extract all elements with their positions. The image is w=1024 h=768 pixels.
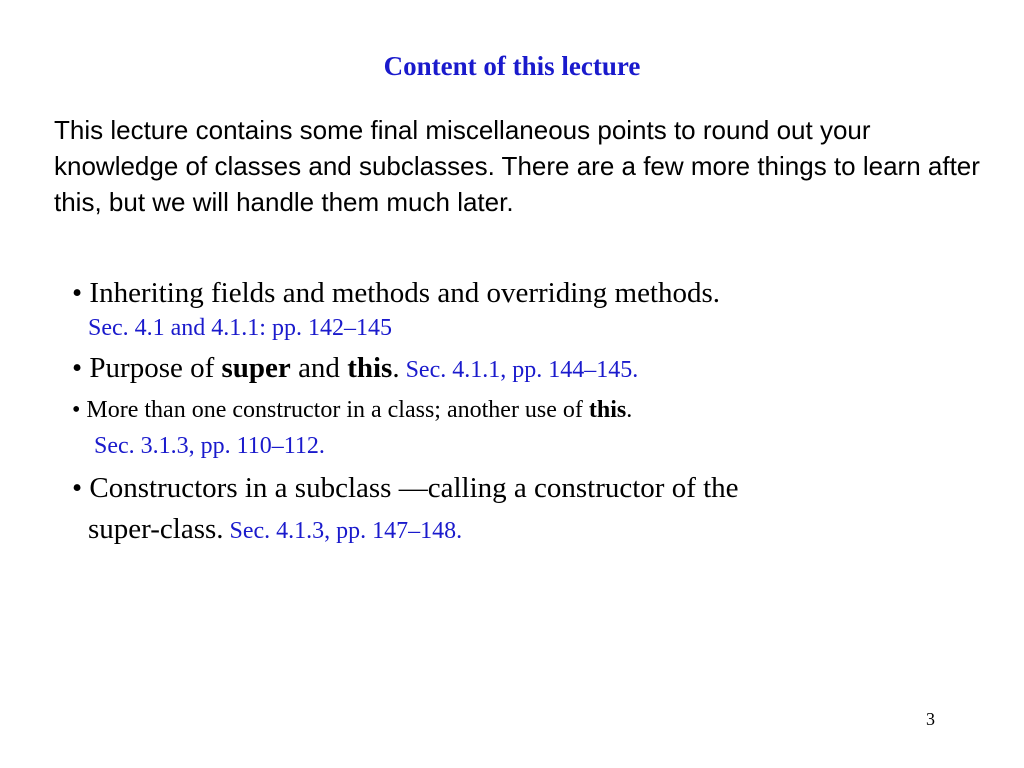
bullet-item-super-this: [72, 346, 972, 392]
topic-list: [72, 274, 972, 552]
bullet-text: Purpose of: [82, 352, 222, 384]
keyword-this: this: [347, 352, 393, 384]
page-number: 3: [926, 709, 935, 729]
bullet-text: More than one constructor in a class; another use of: [80, 397, 589, 423]
bullet-text: Constructors in a subclass —calling a constructor of the: [82, 472, 739, 504]
bullet-text: super-class.: [88, 513, 224, 545]
bullet-item-inheritance: [72, 274, 972, 312]
bullet-marker: •: [72, 352, 83, 384]
section-reference: Sec. 3.1.3, pp. 110–112.: [94, 433, 325, 459]
bullet-text: .: [626, 397, 633, 423]
section-reference: Sec. 4.1 and 4.1.1: pp. 142–145: [88, 315, 392, 341]
keyword-this: this: [588, 397, 627, 423]
bullet-item-constructors: [72, 392, 972, 428]
bullet-item-subclass-constructors: [72, 468, 972, 508]
section-reference: Sec. 4.1.3, pp. 147–148.: [223, 518, 463, 544]
bullet-text: and: [290, 352, 348, 384]
bullet-marker: •: [72, 277, 83, 309]
bullet-text: .: [392, 352, 400, 384]
bullet-text: Inheriting fields and methods and overriding methods.: [82, 277, 721, 309]
bullet-marker: •: [72, 397, 81, 423]
bullet-continuation: [88, 508, 972, 552]
keyword-super: super: [221, 352, 291, 384]
slide-title: Content of this lecture: [383, 51, 641, 81]
bullet-marker: •: [72, 472, 83, 504]
intro-paragraph: This lecture contains some final miscellaneous points to round out your knowledge of classes and subclasses. There are a few more things to learn after this, but we will handle them much later.: [54, 115, 980, 217]
section-reference: Sec. 4.1.1, pp. 144–145.: [399, 357, 639, 383]
